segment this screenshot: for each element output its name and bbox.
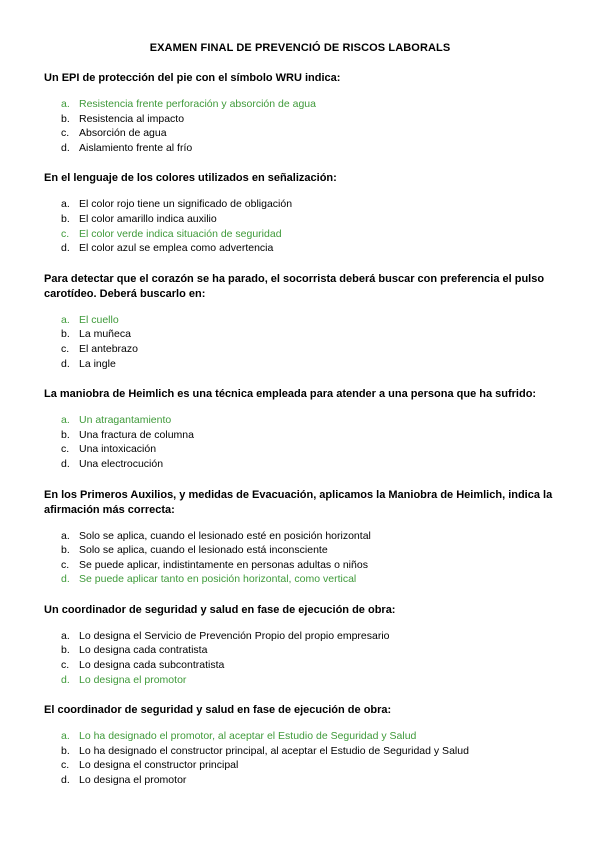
question-block — [44, 703, 600, 787]
option-letter: d. — [61, 573, 70, 586]
option-letter: b. — [61, 328, 70, 341]
option-text: Una electrocución — [79, 457, 164, 470]
option — [44, 327, 600, 342]
correct-option — [44, 313, 600, 328]
option-text: Lo ha designado el constructor principal, al aceptar el Estudio de Seguridad y Salud — [79, 744, 469, 757]
option-text: Lo designa el constructor principal — [79, 759, 239, 772]
question-block — [44, 171, 600, 255]
option-letter: c. — [61, 127, 70, 140]
question-block — [44, 488, 600, 587]
option-text: Absorción de agua — [79, 127, 167, 140]
correct-option — [44, 673, 600, 688]
option-letter: d. — [61, 357, 70, 370]
option-text: Lo designa el Servicio de Prevención Propio del propio empresario — [79, 629, 390, 642]
question-list — [44, 71, 600, 788]
option-text: Lo designa el promotor — [79, 774, 187, 787]
option-list — [44, 529, 600, 587]
option-text: El color verde indica situación de seguridad — [79, 227, 282, 240]
question-text: La maniobra de Heimlich es una técnica empleada para atender a una persona que ha sufrido: — [44, 388, 537, 401]
option-list — [44, 97, 600, 155]
option-text: Resistencia frente perforación y absorción de agua — [79, 98, 316, 110]
option — [44, 126, 600, 141]
option-text: El color rojo tiene un significado de obligación — [79, 198, 293, 211]
option — [44, 658, 600, 673]
option-letter: c. — [61, 759, 70, 772]
option-text: Una intoxicación — [79, 443, 157, 456]
question-block — [44, 272, 600, 371]
option-text: Lo designa cada subcontratista — [79, 659, 225, 672]
option — [44, 241, 600, 256]
option-letter: a. — [61, 629, 70, 642]
option — [44, 629, 600, 644]
option-list — [44, 313, 600, 371]
option — [44, 529, 600, 544]
option-letter: d. — [61, 242, 70, 255]
option-text: Se puede aplicar tanto en posición horizontal, como vertical — [79, 573, 357, 586]
option — [44, 212, 600, 227]
option-letter: a. — [61, 529, 70, 542]
option — [44, 141, 600, 156]
question-text: En el lenguaje de los colores utilizados en señalización: — [44, 172, 337, 185]
question-text: Un EPI de protección del pie con el símbolo WRU indica: — [44, 72, 341, 84]
option-letter: b. — [61, 744, 70, 757]
option-text: Resistencia al impacto — [79, 112, 185, 125]
option-text: Aislamiento frente al frío — [79, 141, 193, 154]
option-text: La ingle — [79, 357, 116, 370]
option — [44, 357, 600, 372]
question-text: Un coordinador de seguridad y salud en fase de ejecución de obra: — [44, 603, 396, 616]
option — [44, 112, 600, 127]
option-letter: a. — [61, 98, 70, 110]
option-text: Solo se aplica, cuando el lesionado esté en posición horizontal — [79, 529, 371, 542]
option-letter: c. — [61, 558, 70, 571]
option-list — [44, 413, 600, 471]
option-text: El cuello — [79, 313, 119, 326]
option-letter: d. — [61, 673, 70, 686]
option-letter: d. — [61, 457, 70, 470]
option-letter: b. — [61, 212, 70, 225]
option-letter: a. — [61, 198, 70, 211]
option-letter: c. — [61, 227, 70, 240]
option — [44, 342, 600, 357]
option — [44, 558, 600, 573]
question-text: Para detectar que el corazón se ha parado, el socorrista deberá buscar con preferencia el pulso carotídeo. Deberá buscarlo en: — [44, 272, 545, 300]
option — [44, 442, 600, 457]
option — [44, 428, 600, 443]
option-letter: d. — [61, 141, 70, 154]
option-letter: c. — [61, 443, 70, 456]
correct-option — [44, 413, 600, 428]
option — [44, 744, 600, 759]
option-letter: d. — [61, 774, 70, 787]
option-text: Lo ha designado el promotor, al aceptar el Estudio de Seguridad y Salud — [79, 730, 417, 743]
question-block — [44, 387, 600, 471]
option-letter: a. — [61, 313, 70, 326]
option-list — [44, 629, 600, 687]
page-title: EXAMEN FINAL DE PREVENCIÓ DE RISCOS LABORALS — [149, 42, 451, 54]
option-letter: b. — [61, 644, 70, 657]
correct-option — [44, 97, 600, 112]
option-letter: b. — [61, 544, 70, 557]
option-text: La muñeca — [79, 328, 131, 341]
option — [44, 543, 600, 558]
option — [44, 197, 600, 212]
option-text: Se puede aplicar, indistintamente en personas adultas o niños — [79, 558, 368, 571]
correct-option — [44, 227, 600, 242]
option-text: Lo designa cada contratista — [79, 644, 208, 657]
option-text: Solo se aplica, cuando el lesionado está inconsciente — [79, 544, 328, 557]
option-text: El color azul se emplea como advertencia — [79, 242, 274, 255]
question-text: En los Primeros Auxilios, y medidas de Evacuación, aplicamos la Maniobra de Heimlich, indica la afirmación más correcta: — [44, 488, 553, 516]
question-block — [44, 603, 600, 687]
option-list — [44, 197, 600, 255]
option-letter: a. — [61, 414, 70, 427]
option-letter: a. — [61, 730, 70, 743]
option-text: Un atragantamiento — [79, 414, 172, 427]
option-text: Una fractura de columna — [79, 428, 194, 441]
question-block — [44, 71, 600, 155]
option-text: El color amarillo indica auxilio — [79, 212, 217, 225]
option-list — [44, 729, 600, 787]
correct-option — [44, 729, 600, 744]
option-text: Lo designa el promotor — [79, 673, 187, 686]
option-letter: c. — [61, 342, 70, 355]
option-text: El antebrazo — [79, 342, 138, 355]
option — [44, 643, 600, 658]
option — [44, 457, 600, 472]
correct-option — [44, 572, 600, 587]
option-letter: b. — [61, 112, 70, 125]
option — [44, 758, 600, 773]
option-letter: c. — [61, 659, 70, 672]
question-text: El coordinador de seguridad y salud en fase de ejecución de obra: — [44, 704, 392, 717]
option-letter: b. — [61, 428, 70, 441]
option — [44, 773, 600, 788]
